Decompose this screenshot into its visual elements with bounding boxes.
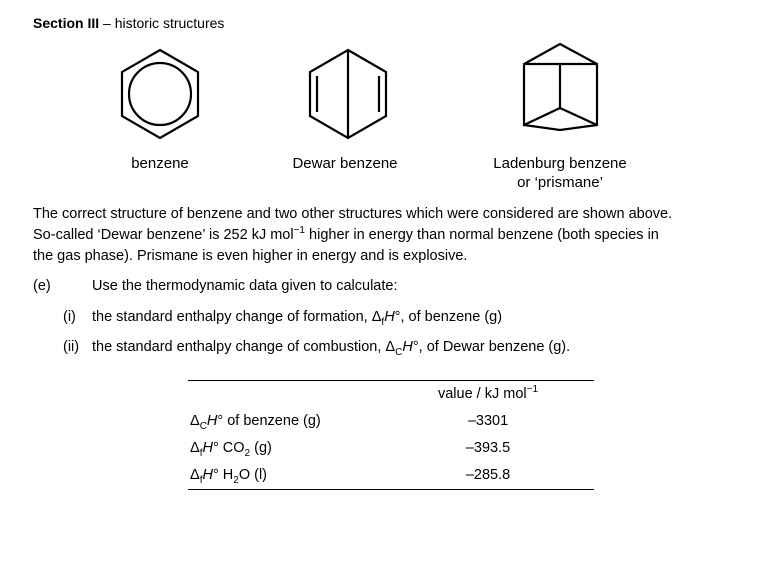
row2-rest: H xyxy=(218,467,234,483)
subq-i-sub: f xyxy=(381,316,385,328)
question-letter: (e) xyxy=(33,278,51,294)
subq-i-part-a: the standard enthalpy change of formation, xyxy=(92,309,372,325)
paragraph-line-2b: higher in energy than normal benzene (both species in xyxy=(305,227,659,243)
row0-rest: of benzene (g) xyxy=(223,413,321,429)
row0-H: H xyxy=(206,413,218,429)
subq-i-delta: Δ xyxy=(371,309,382,325)
row2-H: H xyxy=(202,467,213,483)
table-header-row xyxy=(188,381,594,408)
row0-deg: ° xyxy=(217,413,224,429)
table-row xyxy=(188,435,594,462)
paragraph-line-1: The correct structure of benzene and two other structures which were considered are shown above. xyxy=(33,206,673,222)
row2-rest2: O (l) xyxy=(238,467,268,483)
subq-i-deg: ° xyxy=(394,309,401,325)
label-ladenburg-benzene xyxy=(470,154,650,192)
table-row xyxy=(188,462,594,489)
prismane-lower-right-edge xyxy=(560,108,597,125)
subq-ii-sub: C xyxy=(395,346,403,358)
label-dewar-benzene: Dewar benzene xyxy=(292,155,398,172)
table-cell-quantity xyxy=(190,467,268,486)
table-cell-quantity xyxy=(190,440,272,459)
table-row xyxy=(188,408,594,435)
table-cell-value: –285.8 xyxy=(465,467,511,483)
row1-rest-sub: 2 xyxy=(244,447,251,459)
subq-ii-H: H xyxy=(402,339,413,355)
subq-i-H: H xyxy=(384,309,395,325)
subq-ii-delta: Δ xyxy=(385,339,396,355)
section-heading xyxy=(33,15,224,31)
dewar-benzene-structure xyxy=(303,45,393,145)
row1-delta: Δ xyxy=(190,440,200,456)
paragraph-line-2-sup: −1 xyxy=(293,225,305,237)
section-separator: – xyxy=(103,15,111,31)
subquestion-i-text xyxy=(92,309,503,328)
subq-ii-part-a: the standard enthalpy change of combustion, xyxy=(92,339,386,355)
table-header-text: value / kJ mol xyxy=(437,386,527,402)
row1-H: H xyxy=(202,440,213,456)
subq-ii-part-b: , of Dewar benzene (g). xyxy=(418,339,571,355)
prismane-lower-left-edge xyxy=(524,108,560,125)
row0-delta: Δ xyxy=(190,413,200,429)
thermodynamic-data-table xyxy=(188,380,594,490)
row2-sub: f xyxy=(199,474,203,486)
table-cell-value: –393.5 xyxy=(465,440,511,456)
label-benzene: benzene xyxy=(131,155,189,172)
row1-rest2: (g) xyxy=(250,440,272,456)
table-cell-quantity xyxy=(190,413,321,432)
table-cell-value: –3301 xyxy=(467,413,509,429)
row2-delta: Δ xyxy=(190,467,200,483)
paragraph-line-2a: So-called ‘Dewar benzene’ is 252 kJ mol xyxy=(33,227,294,243)
question-text: Use the thermodynamic data given to calculate: xyxy=(92,278,398,294)
prismane-structure xyxy=(517,40,607,140)
paragraph-line-2 xyxy=(33,225,733,246)
subquestion-ii-text xyxy=(92,339,571,358)
subquestion-i-number: (i) xyxy=(63,309,76,325)
label-ladenburg-line2: or ‘prismane’ xyxy=(517,174,603,191)
table-header-value xyxy=(398,386,578,402)
row1-rest: CO xyxy=(218,440,245,456)
section-title: historic structures xyxy=(114,15,225,31)
paragraph-line-3: the gas phase). Prismane is even higher in energy and is explosive. xyxy=(33,248,468,264)
table-header-sup: −1 xyxy=(526,384,539,396)
row1-sub: f xyxy=(199,447,203,459)
label-ladenburg-line1: Ladenburg benzene xyxy=(493,155,627,172)
row2-deg: ° xyxy=(212,467,219,483)
intro-paragraph xyxy=(33,204,733,267)
row1-deg: ° xyxy=(212,440,219,456)
benzene-ring-circle xyxy=(129,63,191,125)
section-number: Section III xyxy=(33,15,100,31)
benzene-structure xyxy=(115,45,205,145)
row0-sub: C xyxy=(199,420,207,432)
row2-rest-sub: 2 xyxy=(233,474,239,486)
subq-i-part-b: , of benzene (g) xyxy=(400,309,503,325)
subquestion-ii-number: (ii) xyxy=(63,339,80,355)
subq-ii-deg: ° xyxy=(412,339,419,355)
